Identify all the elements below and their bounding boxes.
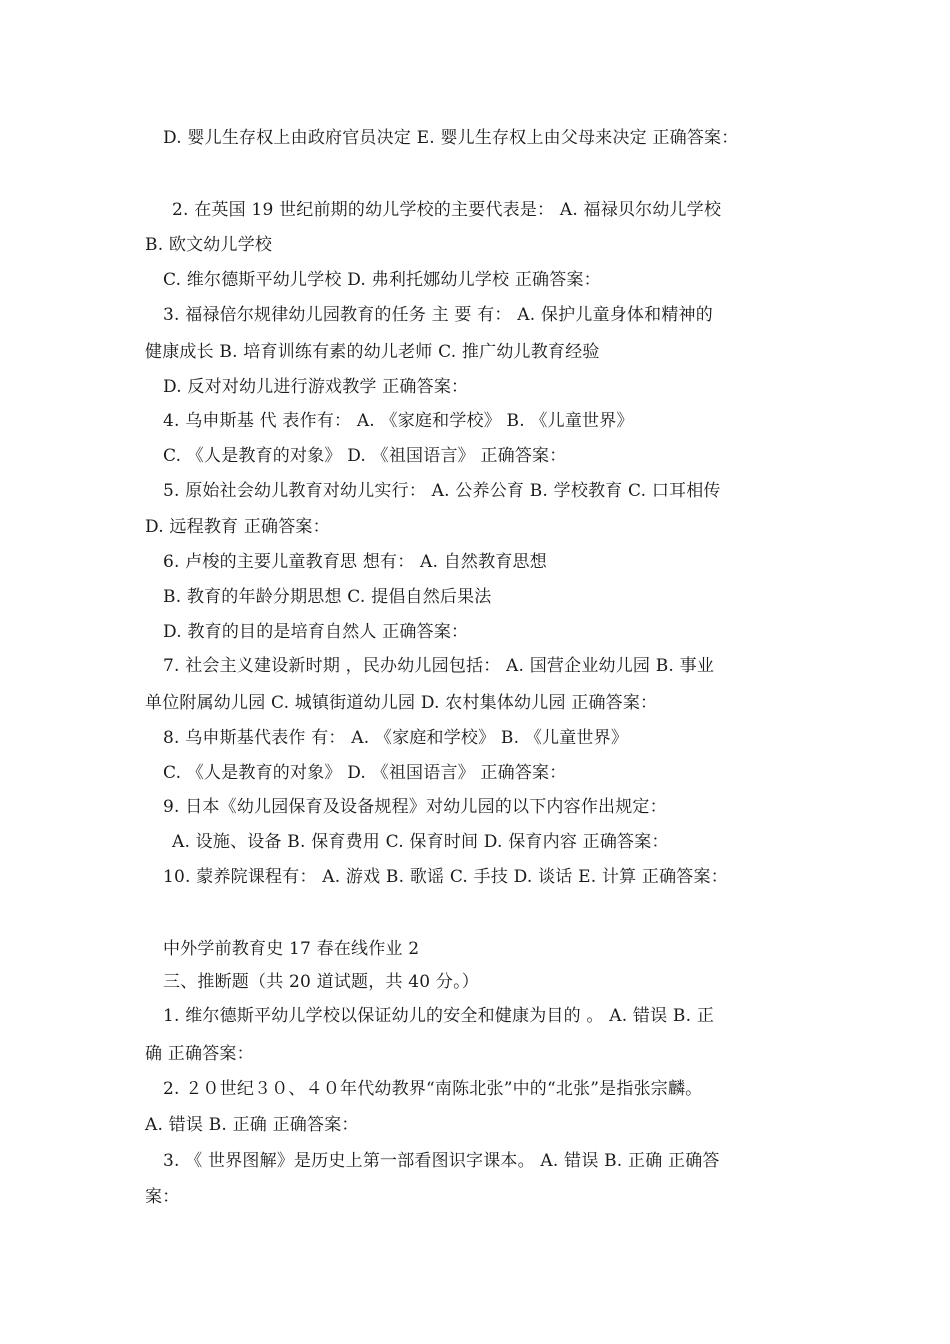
section-title: 中外学前教育史 17 春在线作业 2	[163, 939, 420, 959]
text-line: 2. ２０世纪３０、４０年代幼教界“南陈北张”中的“北张”是指张宗麟。	[163, 1079, 703, 1099]
text-line: 10. 蒙养院课程有： A. 游戏 B. 歌谣 C. 手技 D. 谈话 E. 计算 正确答案：	[163, 867, 728, 887]
text-line: 确 正确答案：	[145, 1044, 254, 1064]
text-line: A. 错误 B. 正确 正确答案：	[145, 1115, 359, 1135]
text-line: C. 《人是教育的对象》 D. 《祖国语言》 正确答案：	[163, 446, 567, 466]
text-line: D. 远程教育 正确答案：	[145, 517, 330, 537]
text-line: 1. 维尔德斯平幼儿学校以保证幼儿的安全和健康为目的 。 A. 错误 B. 正	[163, 1006, 715, 1026]
text-line: C. 维尔德斯平幼儿学校 D. 弗利托娜幼儿学校 正确答案：	[163, 270, 601, 290]
text-line: 6. 卢梭的主要儿童教育思 想有： A. 自然教育思想	[163, 552, 547, 572]
text-line: 5. 原始社会幼儿教育对幼儿实行： A. 公养公育 B. 学校教育 C. 口耳相传	[163, 481, 721, 501]
text-line: 单位附属幼儿园 C. 城镇街道幼儿园 D. 农村集体幼儿园 正确答案：	[145, 693, 658, 713]
text-line: D. 婴儿生存权上由政府官员决定 E. 婴儿生存权上由父母来决定 正确答案：	[163, 128, 739, 148]
text-line: D. 反对对幼儿进行游戏教学 正确答案：	[163, 377, 469, 397]
text-line: 3. 福禄倍尔规律幼儿园教育的任务 主 要 有： A. 保护儿童身体和精神的	[163, 305, 713, 325]
section-heading: 三、推断题（共 20 道试题，共 40 分。）	[163, 972, 479, 992]
text-line: 7. 社会主义建设新时期 ，民办幼儿园包括： A. 国营企业幼儿园 B. 事业	[163, 656, 715, 676]
text-line: A. 设施、设备 B. 保育费用 C. 保育时间 D. 保育内容 正确答案：	[172, 832, 669, 852]
text-line: 案：	[145, 1187, 180, 1207]
text-line: B. 欧文幼儿学校	[145, 235, 273, 255]
text-line: 8. 乌申斯基代表作 有： A. 《家庭和学校》 B. 《儿童世界》	[163, 728, 629, 748]
text-line: B. 教育的年龄分期思想 C. 提倡自然后果法	[163, 587, 492, 607]
text-line: 3. 《 世界图解》是历史上第一部看图识字课本。 A. 错误 B. 正确 正确答	[163, 1151, 720, 1171]
text-line: C. 《人是教育的对象》 D. 《祖国语言》 正确答案：	[163, 763, 567, 783]
text-line: 9. 日本《幼儿园保育及设备规程》对幼儿园的以下内容作出规定：	[163, 797, 667, 817]
text-line: 2. 在英国 19 世纪前期的幼儿学校的主要代表是： A. 福禄贝尔幼儿学校	[172, 200, 722, 220]
text-line: 4. 乌申斯基 代 表作有： A. 《家庭和学校》 B. 《儿童世界》	[163, 411, 634, 431]
text-line: 健康成长 B. 培育训练有素的幼儿老师 C. 推广幼儿教育经验	[145, 342, 600, 362]
text-line: D. 教育的目的是培育自然人 正确答案：	[163, 622, 469, 642]
